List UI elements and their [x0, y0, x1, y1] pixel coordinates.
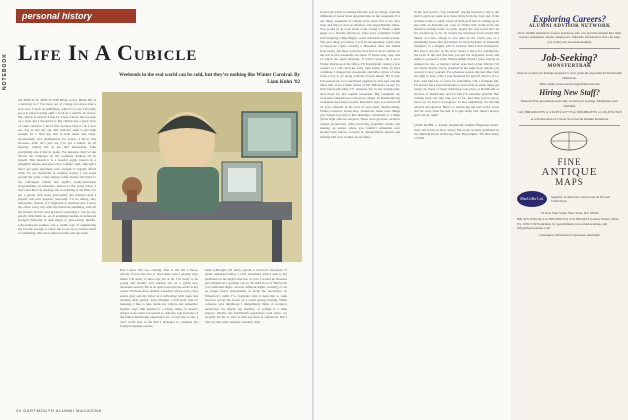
shop-footer: Catalogues Illustrated Catalogue Available	[539, 232, 600, 237]
side-label: NOTEBOOK	[2, 53, 8, 90]
ad-text-advisors: Over 16,000 alumni/ae Career Advisors who can provide insight into their careers, industries, fields, employers. Valuable information that can help you with your decision-making.	[517, 31, 622, 44]
article-text-3: ment (although I’m fairly certain it involved envelopes of small, unmarked bills). I can’t remember what I said to my girlfriend on the night I met her, or how I wound up shoeless and shirtless in a garbage can on the third floor of Hitchcock (on a different night—several different nights, actually). I can no longer factor polynomials or recite the inscription on Wheelock’s tomb. I’ve forgotten what it feels like to walk barefoot across the Green on a warm spring evening. When someone says diphthong I immediately think of women’s underwear. So maybe my memory of college is a little suspect. Maybe my Dartmouth experience took place too recently for me to view it with any kind of objectivity. But I will say this with complete certainty: Life	[205, 268, 287, 324]
article-text-2: But I knew this was coming. This is the life I chose; nobody forced me into it. And these aren’t exactly easy times: I’m lucky to have any job at all. I’m lucky to be young and healthy and starting out on a grand new adventure and my life is an open book and the world is my oyster. On those slow, endless workdays where every color seems gray and my inbox is overflowing with tasks less exciting than giving John Madden a full-body hair-oil massage, I like to hide inside my cubicle and remember happier days. But memory’s a funny thing: It doesn’t always work when you need it to. Already vast stretches of the fabled Dartmouth experience are a total blur to me. I can’t recall how in the hell I managed to complete my foreign language require-	[120, 268, 198, 328]
ad-antique: ANTIQUE	[541, 166, 598, 179]
article-column-3	[205, 268, 287, 324]
article-text-1: SO THIS IS IT. THIS IS THE REAL world. Hmm. Bit of a letdown, no? I’ve been out of college for more than a year now. I work in publishing, which is to say I’m really good at photocopying stuff I work in a cubicle. In Jersey. My cubicle is exactly 6 feet by 4 feet. I know this because on a slow day I measured it. My cubicle has a great view of other cubicles. I know this because they’re all I ever see, day in and day out. My cubicle’s desk is just high enough for a man my size to hide under and weep, inconsolably and undisturbed, for hours. I know this because—well, let’s just say I’ve got a hunch. In all honesty, cubicle life is not that unbearable. Like everything else it has its perks. For instance, they let me choose the wallpaper on my computer desktop all by myself. This month it is a tasteful argyle pattern in a delightful mauve-and-puce color scheme. And, although I don’t get paid anywhere near enough to legally afford cable TV (or electricity or running water), I can stand around the water cooler during coffee breaks and listen to my colleagues rehash last night’s reality-television programming ad nauseam—almost to the point where I don’t feel like I’m missing out on anything at all. Plus I’ve got a phone with more personality and features than I myself will ever possess. Seriously. I’d be telling only half-truths, friends, if I neglected to mention that I leave the office every day with my briefcase brimming with all the filched Post-its and gel-bond paperclips I can get my greedy little mitts on. As if peddling bundles of industrial strength Wite-Out in dark alleys to glue-eating, middle-school-dropout junkies was a viable way of augmenting my income enough to allow me to eat an occasional meal of something other than ramen noodles and tap water.	[18, 98, 96, 236]
headline: Life In A Cubicle	[18, 40, 198, 65]
ad-sidebar	[511, 0, 628, 420]
section-tag: personal history	[16, 9, 136, 23]
ad-title-alumni-network: ALUMNI ADVISOR NETWORK	[528, 24, 611, 29]
left-page	[0, 0, 312, 420]
article-column-5	[414, 10, 499, 141]
byline: By Liam Kuhn ’02	[267, 73, 300, 85]
ad-title-monstertrak: MONSTERTRAK	[547, 64, 592, 70]
shop-address: 70 East 55th Street New York, NY 10022	[540, 211, 599, 216]
article-text-4: in the real world is nothing like life was in college. And the difference is never more apparent than on the weekends. For one thing, weekends in college were about five or six days long and they’d start at arbitrary and unpredictable times. You would be in your dorm room, trying to finish a term paper on a Sunday afternoon, when your roommate would start bumping a little Biggie on his ridiculous sound system. The next thing you knew, you’d be shotgunning warm cans of Keystone Light, wearing a Hawaiian shirt and Mardi Gras beads, and there would be four feet of snow outside. In the real world, weekends are about 72 hours long, tops, and of which are spent sleeping. If you’re lucky. On a slow Friday afternoon at the office, I’ll find myself casting a few corners so I can catch the early train home. After an hour commute, I change into sweatpants and have a glass of wine from a box to go along with my frozen dinner. By 9 p.m. I’m passed out on a couch held together by duct tape and the sheer will of God while reruns of Mr. Belvedere on my 13-inch black-and-white TV serenade me in the background. And those are just regular weekends. Big weekends are even pale comparisons to those in college. At Dartmouth big weekends were major events. Red-letter days you starred off on your calendar at the start of each term. Homecoming, Winter Carnival, Green Key. Tubestock; these were things you looked forward to like birthdays, Christmas or a Mike Tyson fight after he snapped. These were glorious, alcohol-soaked productions often involving pragmatic rituals and making up stories where you couldn’t remember ever having been before, covered in unidentifiable liquids and missing half your clothes. Good times.	[320, 10, 401, 139]
ad-maps: MAPS	[555, 177, 584, 188]
ad-text-collab: A collaboration of Career Services & Alumni Relations	[530, 116, 609, 121]
article-column-2	[120, 268, 198, 328]
folio: 30 DARTMOUTH ALUMNI MAGAZINE	[16, 408, 102, 413]
right-page	[314, 0, 628, 420]
ad-title-exploring: Exploring Careers?	[532, 14, 607, 24]
ad-fine: FINE	[557, 157, 582, 168]
map-icon	[511, 130, 628, 152]
article-column-1	[18, 98, 96, 236]
author-bio: LIAM KUHN, a former Dartmouth Alumni Magazine intern, lives and works in New Jersey. His work recently published in the Smith & Kraus anthology, New Playwrights: The Best Plays of 2002.	[414, 123, 499, 141]
shop-contact: 800-423-2345 45-212-308-0018 Fax 212-308-0074 Gallery Hours: Mon-Fri, 9:30-5:30 Saturdays by appointment www.martayanlan.com info@martayanlan.com	[517, 217, 620, 231]
ad-text-contact: Bliss alum-career.services@dartmouth.edu	[539, 82, 600, 87]
ad-text-phone: Call: 866-999-8735 or 210-874-5277 Fax: 866-999-8735 or 210-874-7923	[517, 110, 622, 115]
divider	[519, 125, 620, 126]
divider	[519, 48, 620, 49]
ad-title-hiring: Hiring New Staff?	[539, 88, 600, 98]
shop-description: Supplier to Museum, University & Private Collections	[550, 194, 611, 204]
article-column-4	[320, 10, 400, 139]
deck-text: Weekends in the real world can be cold, but they’re nothing like Winter Carnival.	[119, 73, 293, 78]
deck	[110, 72, 300, 86]
ad-text-monstertrak: Search on-line job listings targeted to new grads & experienced Dartmouth alumni/ae.	[517, 71, 622, 80]
ad-title-job-seeking: Job-Seeking?	[541, 53, 598, 65]
ad-text-hiring: MonsterTrak guarantees next-day on-line job posting. Maximize your visibility.	[520, 99, 619, 108]
article-text-5: In the real world a “big weekend” usually involves a trip to the mall to pick up some new dress shirts from the Gap and, if the weather holds, a quick round of mini-golf before curling up in bed with an 8-month-old copy of Vanity Fair stolen from the dentist’s waiting room. So yeah, maybe the real world isn’t all it’s cracked up to be. Or maybe the transition from Grand Old Senior at a fun college to low man on the totem pole at a publishing house that specializes in encyclopedias of industrial chemistry is a tougher pill to swallow than I had anticipated. But here’s the part of the story where I shoot for redemption, the twist at the end that lets you put the magazine down and smile to yourself a little. Maybe things haven’t gone exactly as planned for me, or maybe I never even had a plan. Maybe I’m not alone; maybe you’re stranded in the same boat, maybe you were in it once yourself. For whatever reason, the last time I left the right to have a life I ever dreamed for myself. That is, it’s a start. And that has to count for something. I’m a fortunate kid. I’ll always have great memories to look back on when times get tough. So many of these memories took place at Dartmouth or because of Dartmouth, and for that I’m eternally grateful. But looking back can only take you so far. And then you’ve got to move on. So here’s to progress. To new beginnings. To moving onward and upward. Here’s to embracing the real world, warts and all. And, what the hell, if it gets really bad, there’s always grad school, right?	[414, 10, 499, 118]
shop-logo: MarCoRo Ltd.	[517, 191, 547, 207]
cubicle-illustration	[102, 92, 302, 262]
